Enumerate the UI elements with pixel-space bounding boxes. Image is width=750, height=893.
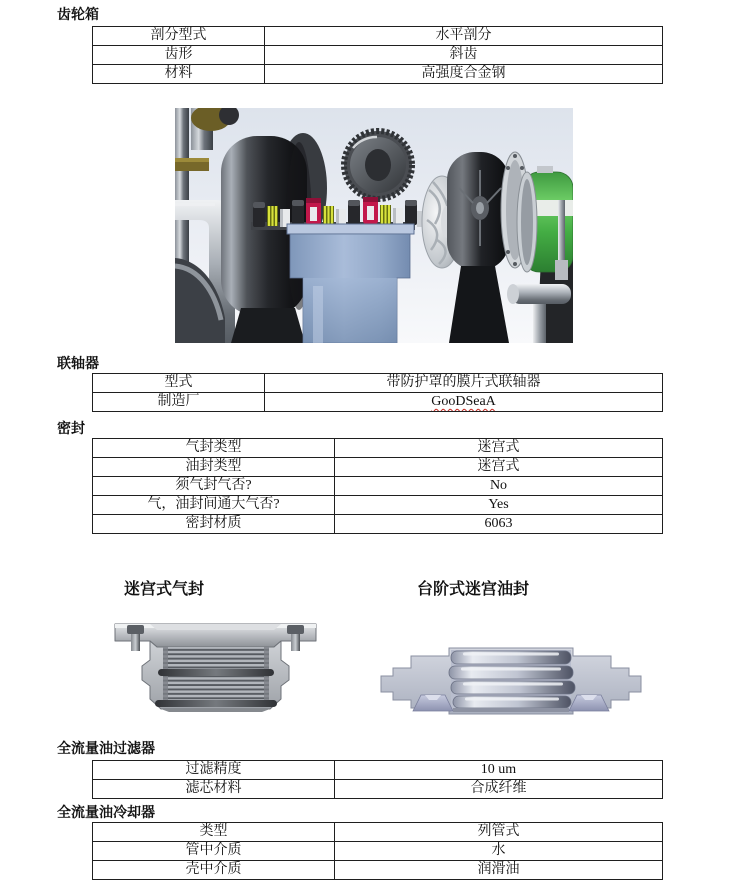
table-cell: 制造厂 [93,393,265,412]
section-heading-oil-filter: 全流量油过滤器 [57,742,155,757]
table-cell: 6063 [335,515,663,534]
seal-spec-table [92,438,663,534]
table-cell: 类型 [93,823,335,842]
table-cell: 齿形 [93,46,265,65]
table-cell: 壳中介质 [93,861,335,880]
table-row [93,842,663,861]
table-row [93,46,663,65]
caption-labyrinth-air-seal: 迷宫式气封 [124,581,205,598]
table-cell: 斜齿 [265,46,663,65]
table-row [93,861,663,880]
table-cell: 迷宫式 [335,439,663,458]
table-cell: GooDSeaA [265,393,663,412]
table-cell: 润滑油 [335,861,663,880]
table-cell: 型式 [93,374,265,393]
table-row [93,65,663,84]
table-cell: 合成纤维 [335,780,663,799]
table-cell: 过滤精度 [93,761,335,780]
table-row [93,393,663,412]
table-cell: 油封类型 [93,458,335,477]
table-cell: 带防护罩的膜片式联轴器 [265,374,663,393]
table-cell: No [335,477,663,496]
coupling-spec-table [92,373,663,412]
table-row [93,439,663,458]
table-cell: 须气封气否? [93,477,335,496]
table-row [93,477,663,496]
oil-filter-spec-table [92,760,663,799]
table-row [93,761,663,780]
table-row [93,458,663,477]
table-cell: 材料 [93,65,265,84]
table-cell: 水平剖分 [265,27,663,46]
section-heading-seal: 密封 [57,422,85,437]
section-heading-gearbox: 齿轮箱 [57,8,99,23]
table-row [93,27,663,46]
table-cell: 高强度合金钢 [265,65,663,84]
table-row [93,374,663,393]
table-cell: 密封材质 [93,515,335,534]
table-cell: 水 [335,842,663,861]
table-row [93,780,663,799]
table-row [93,496,663,515]
caption-stepped-labyrinth-oil-seal: 台阶式迷宫油封 [417,581,530,598]
oil-cooler-spec-table [92,822,663,880]
table-cell: Yes [335,496,663,515]
table-cell: 迷宫式 [335,458,663,477]
gearbox-spec-table [92,26,663,84]
table-cell: 剖分型式 [93,27,265,46]
table-row [93,823,663,842]
table-row [93,515,663,534]
table-cell: 列管式 [335,823,663,842]
section-heading-coupling: 联轴器 [57,357,99,372]
table-cell: 管中介质 [93,842,335,861]
section-heading-oil-cooler: 全流量油冷却器 [57,806,155,821]
labyrinth-air-seal-figure [108,620,323,712]
gearbox-3d-render [175,108,573,343]
stepped-labyrinth-oil-seal-figure [373,643,649,725]
table-cell: 气封类型 [93,439,335,458]
table-cell: 10 um [335,761,663,780]
table-cell: 气，油封间通大气否? [93,496,335,515]
table-cell: 滤芯材料 [93,780,335,799]
